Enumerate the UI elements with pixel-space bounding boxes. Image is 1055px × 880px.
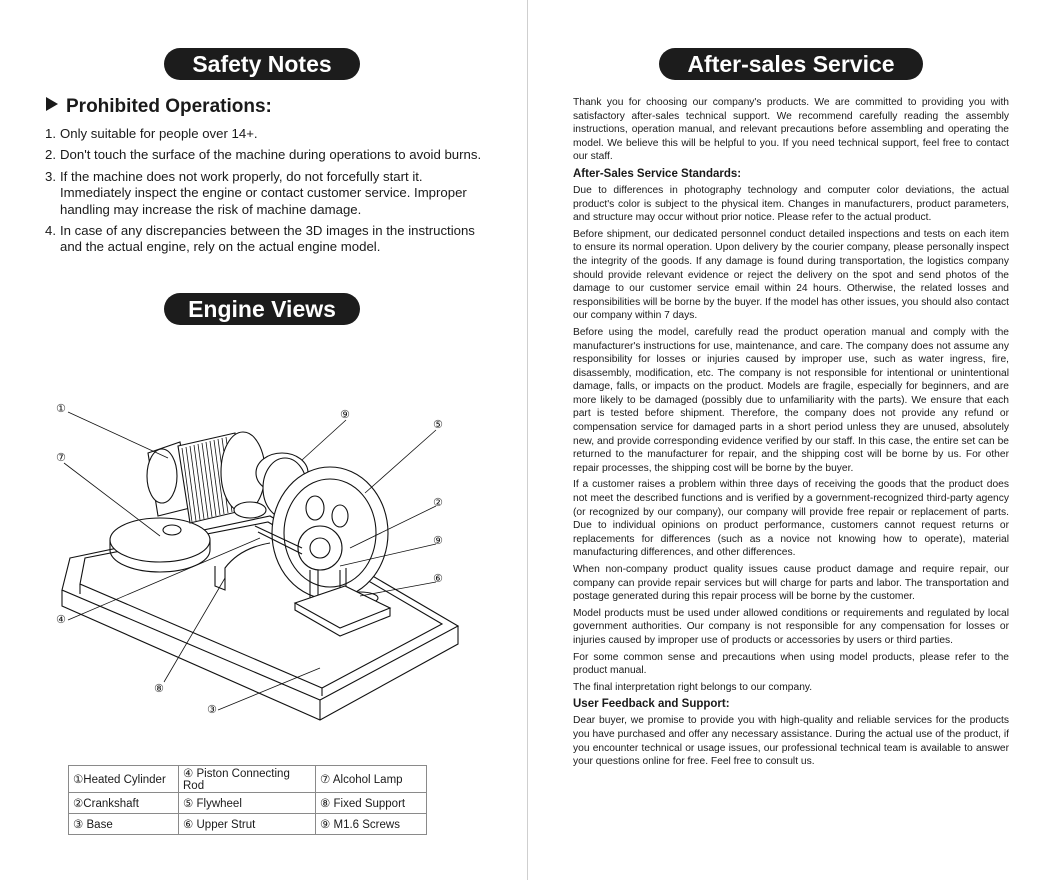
callout-5: ⑤ xyxy=(433,418,443,431)
feedback-paragraph: Dear buyer, we promise to provide you with high-quality and reliable services for the products you have purchased and offer any necessary assistance. During the actual use of the product, if you encounter technical or usage issues, our professional technical team is available to answer your questions online for free. Feel free to consult us. xyxy=(573,715,1009,768)
table-row: ③ Base ⑥ Upper Strut ⑨ M1.6 Screws xyxy=(69,814,427,835)
standards-paragraph-8: The final interpretation right belongs to our company. xyxy=(573,681,813,693)
prohibited-operations-heading xyxy=(46,96,272,118)
standards-heading: After-Sales Service Standards: xyxy=(573,167,742,180)
callout-9: ⑨ xyxy=(433,534,443,547)
standards-paragraph-5: When non-company product quality issues cause product damage and require repair, our company can provide repair services but will charge for parts and labor. The transportation and postage generated during this repair process will be borne by the customer. xyxy=(573,564,1009,603)
feedback-heading: User Feedback and Support: xyxy=(573,698,730,711)
after-sales-title: After-sales Service xyxy=(659,48,923,80)
parts-legend-table xyxy=(68,765,427,835)
standards-paragraph-7: For some common sense and precautions when using model products, please refer to the product manual. xyxy=(573,651,1009,677)
callout-4: ④ xyxy=(56,613,66,626)
table-row: ②Crankshaft ⑤ Flywheel ⑧ Fixed Support xyxy=(69,793,427,814)
engine-views-title: Engine Views xyxy=(164,293,360,325)
list-item: 3. If the machine does not work properly, do not forcefully start it. Immediately inspect the engine or contact customer service. Improper handling may increase the risk of machine damage. xyxy=(45,168,467,217)
callout-3: ③ xyxy=(207,703,217,716)
prohibited-operations-list xyxy=(45,126,485,261)
list-item: 2. Don't touch the surface of the machine during operations to avoid burns. xyxy=(45,147,482,163)
callout-8: ⑧ xyxy=(154,682,164,695)
safety-notes-title: Safety Notes xyxy=(164,48,360,80)
standards-paragraph-6: Model products must be used under allowed conditions or requirements and regulated by local government authorities. Our company is not responsible for any compensation for losses or injuries caused by improper use of products or accessories by users or third parties. xyxy=(573,607,1009,646)
table-row: ①Heated Cylinder ④ Piston Connecting Rod ⑦ Alcohol Lamp xyxy=(69,766,427,793)
callout-7: ⑦ xyxy=(56,451,66,464)
standards-paragraph-2: Before shipment, our dedicated personnel conduct detailed inspections and tests on each item to ensure its normal operation. Upon delivery by the courier company, please personally inspect the integrity of the goods. If any damage is found during transportation, the logistics company should provide relevant evidence or reject the delivery on the spot and send photos of the damage to our customer service email within 24 hours. Otherwise, the related losses and responsibilities will be borne by the buyer. If the model has other issues, you should also contact our company within 7 days. xyxy=(573,228,1009,322)
callout-6: ⑥ xyxy=(433,572,443,585)
intro-paragraph: Thank you for choosing our company's products. We are committed to providing you with satisfactory after-sales technical support. We recommend carefully reading the assembly instructions, operation manual, and relevant precautions before assembling and operating the model. We believe this will be helpful to you. If you need technical support, feel free to contact our staff. xyxy=(573,97,1009,163)
standards-paragraph-3: Before using the model, carefully read the product operation manual and comply with the manufacturer's instructions for use, maintenance, and care. The company does not assume any responsibility for losses or injuries caused by improper use, such as water ingress, fire, disassembly, modification, etc. The company is not responsible for intentional or unintentional damage, falls, or impacts on the product. Models are fragile, especially for beginners, and are more likely to be damaged (possibly due to unfamiliarity with the parts). We ensure that each part is tested before shipment. Therefore, the company does not provide any refund or compensation service for damaged parts in a short period unless they are unused, absolutely new, and provide corresponding evidence verified by our staff. In this case, the entire set can be returned to the manufacturer for repair, and the shipping cost will be borne by us. For other repair processes, the shipping cost will be borne by the buyer. xyxy=(573,326,1009,474)
callout-2: ② xyxy=(433,496,443,509)
standards-paragraph-1: Due to differences in photography technology and computer color deviations, the actual product's color is subject to the physical item. Changes in manufacturers, product parameters, and structure may occur without prior notice. Please refer to the actual product. xyxy=(573,184,1009,224)
callout-1: ① xyxy=(56,402,66,415)
list-item: 4. In case of any discrepancies between the 3D images in the instructions and the actual engine, rely on the actual engine model. xyxy=(45,223,475,255)
engine-diagram xyxy=(40,398,480,728)
callout-9-top: ⑨ xyxy=(340,408,350,421)
triangle-bullet-icon xyxy=(46,97,58,111)
standards-paragraph-4: If a customer raises a problem within three days of receiving the goods that the product does not meet the described functions and is verified by a government-recognized third-party agency (or recognized by our company), our company will provide free repair or replacement of parts. Due to individual opinions on product performance, customers cannot request returns or replacements for differences (such as a novice not knowing how to operate), material manufacturing differences, and other differences. xyxy=(573,479,1009,559)
page-divider xyxy=(527,0,528,880)
prohibited-operations-label: Prohibited Operations: xyxy=(66,96,272,117)
after-sales-body xyxy=(573,96,1009,772)
list-item: 1. Only suitable for people over 14+. xyxy=(45,126,258,141)
